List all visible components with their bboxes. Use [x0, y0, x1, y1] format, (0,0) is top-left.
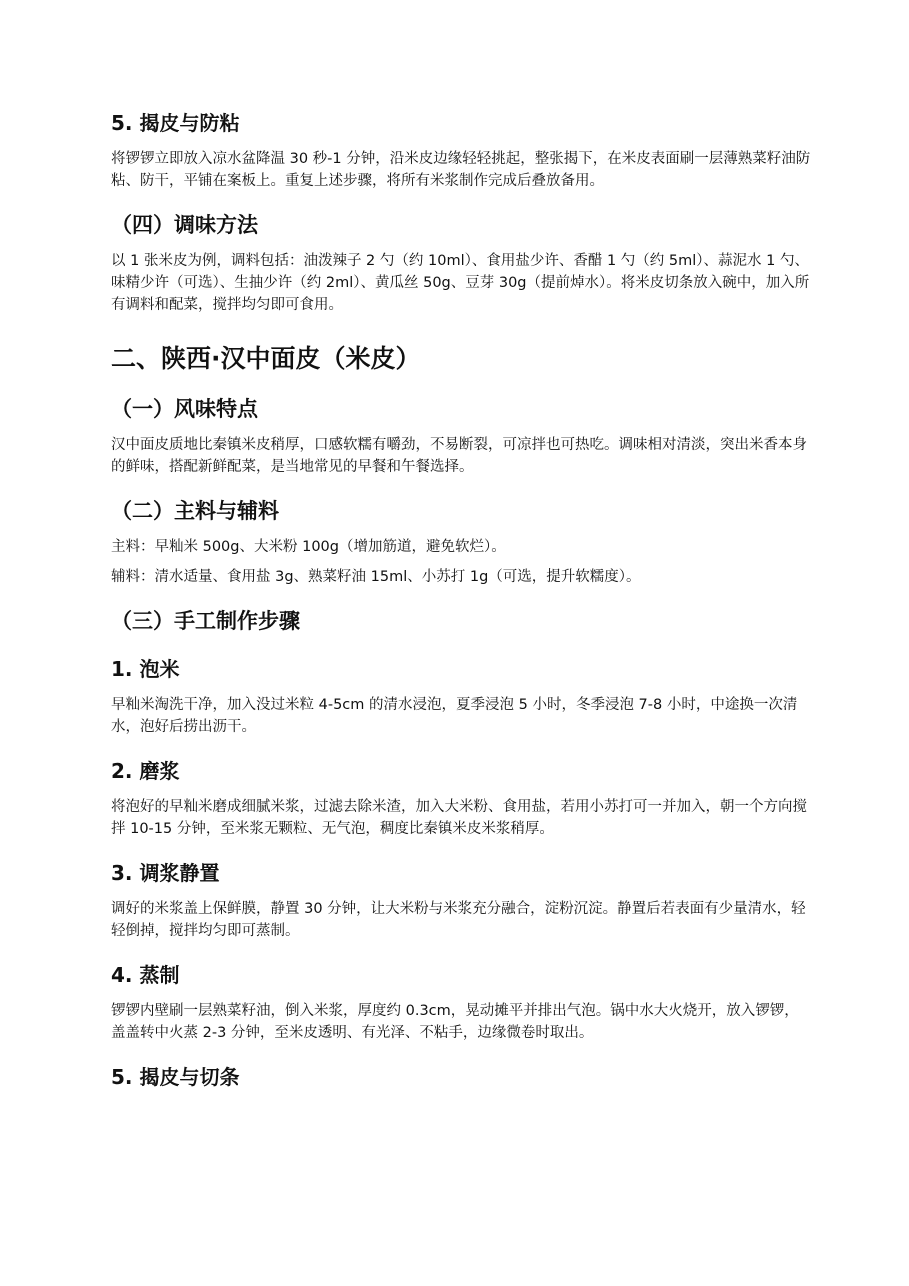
step-heading-soak: 1. 泡米 [111, 657, 180, 681]
chapter-heading-hanzhong: 二、陕西·汉中面皮（米皮） [111, 344, 421, 373]
step-paragraph-steam: 锣锣内壁刷一层熟菜籽油，倒入米浆，厚度约 0.3cm，晃动摊平并排出气泡。锅中水大火烧开，放入锣锣，盖盖转中火蒸 2-3 分钟，至米皮透明、有光泽、不粘手，边缘微卷时取出。 [111, 1003, 799, 1041]
step-heading-grind: 2. 磨浆 [111, 759, 180, 783]
section-heading-flavor: （一）风味特点 [111, 397, 258, 421]
step-heading-rest: 3. 调浆静置 [111, 861, 220, 885]
step-paragraph-peel-antistick: 将锣锣立即放入凉水盆降温 30 秒-1 分钟，沿米皮边缘轻轻挑起，整张揭下，在米皮表面刷一层薄熟菜籽油防粘、防干，平铺在案板上。重复上述步骤，将所有米浆制作完成后叠放备用。 [111, 151, 811, 189]
section-heading-seasoning: （四）调味方法 [111, 213, 258, 237]
section-heading-ingredients: （二）主料与辅料 [111, 499, 279, 523]
section-heading-steps: （三）手工制作步骤 [111, 609, 300, 633]
document-page [111, 108, 811, 1092]
step-paragraph-soak: 早籼米淘洗干净，加入没过米粒 4-5cm 的清水浸泡，夏季浸泡 5 小时，冬季浸泡 7-8 小时，中途换一次清水，泡好后捞出沥干。 [111, 697, 798, 735]
section-paragraph-seasoning: 以 1 张米皮为例，调料包括：油泼辣子 2 勺（约 10ml）、食用盐少许、香醋 1 勺（约 5ml）、蒜泥水 1 勺、味精少许（可选）、生抽少许（约 2ml）、黄瓜丝 50g、豆芽 30g（提前焯水）。将米皮切条放入碗中，加入所有调料和配菜，搅拌均匀即可食用。 [111, 253, 810, 313]
ingredients-main: 主料：早籼米 500g、大米粉 100g（增加筋道，避免软烂）。 [111, 539, 506, 555]
step-heading-peel-antistick: 5. 揭皮与防粘 [111, 111, 240, 135]
step-heading-peel-cut: 5. 揭皮与切条 [111, 1065, 240, 1089]
ingredients-auxiliary: 辅料：清水适量、食用盐 3g、熟菜籽油 15ml、小苏打 1g（可选，提升软糯度）。 [111, 569, 641, 585]
section-paragraph-flavor: 汉中面皮质地比秦镇米皮稍厚，口感软糯有嚼劲，不易断裂，可凉拌也可热吃。调味相对清淡，突出米香本身的鲜味，搭配新鲜配菜，是当地常见的早餐和午餐选择。 [111, 437, 807, 475]
step-heading-steam: 4. 蒸制 [111, 963, 180, 987]
step-paragraph-grind: 将泡好的早籼米磨成细腻米浆，过滤去除米渣，加入大米粉、食用盐，若用小苏打可一并加入，朝一个方向搅拌 10-15 分钟，至米浆无颗粒、无气泡，稠度比秦镇米皮米浆稍厚。 [111, 799, 807, 837]
step-paragraph-rest: 调好的米浆盖上保鲜膜，静置 30 分钟，让大米粉与米浆充分融合，淀粉沉淀。静置后若表面有少量清水，轻轻倒掉，搅拌均匀即可蒸制。 [111, 901, 806, 939]
